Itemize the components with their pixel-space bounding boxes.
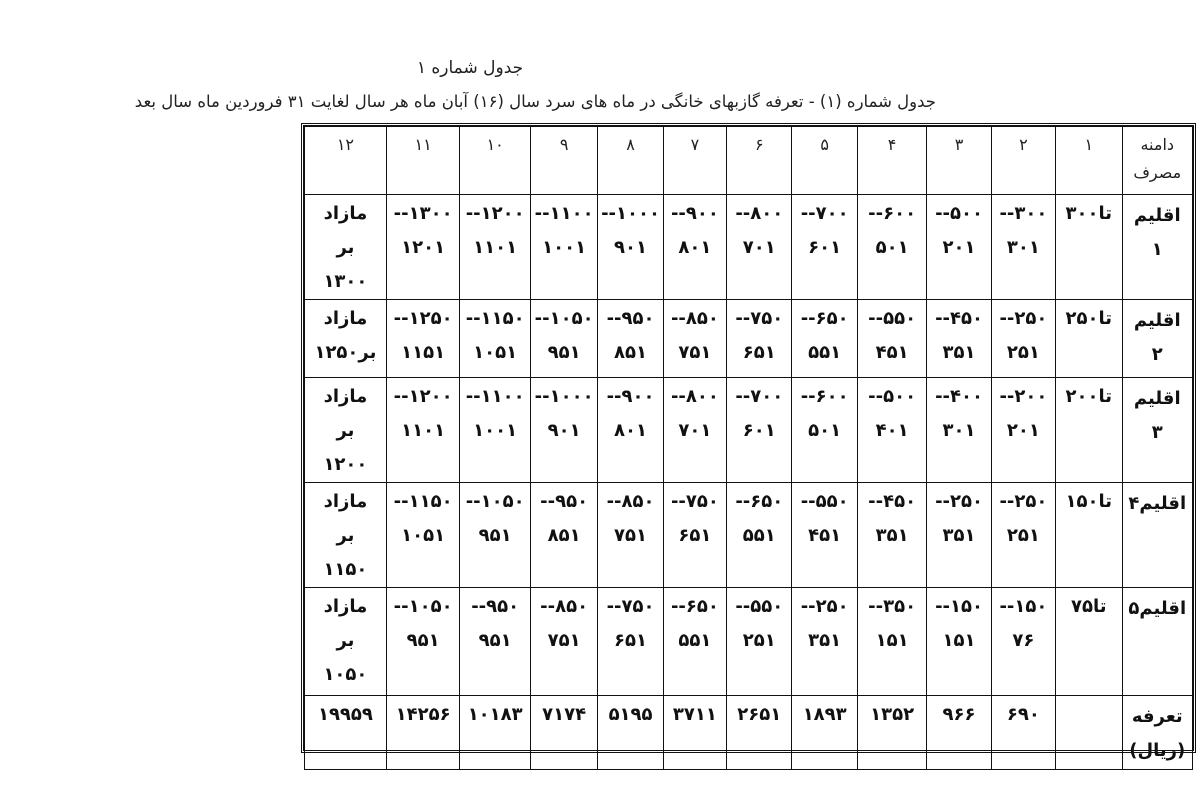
table-row bbox=[305, 195, 1193, 300]
tariff-cell-line: ۶۹۰ bbox=[1006, 704, 1040, 725]
table-cell-line: ۱۰۰۰-- bbox=[601, 203, 660, 224]
table-cell-line: ۱۲۰۱ bbox=[401, 237, 446, 258]
corner-header-line: دامنه bbox=[1140, 135, 1175, 154]
column-header-9: ۹ bbox=[530, 127, 597, 195]
table-cell-line: ۱۱۵۰-- bbox=[465, 308, 525, 329]
table-cell-line: ۱۲۰۰ bbox=[323, 454, 368, 475]
tariff-cell-line: ۱۳۵۲ bbox=[870, 704, 915, 725]
table-cell-line: ۸۵۰-- bbox=[606, 491, 655, 512]
table-cell-line: مازاد bbox=[323, 596, 368, 617]
column-header-1: ۱ bbox=[1056, 127, 1122, 195]
table-cell-line: ۷۵۱ bbox=[678, 342, 712, 363]
table-cell-line: ۲۰۰-- bbox=[999, 386, 1048, 407]
row-label-cell bbox=[1122, 378, 1193, 483]
table-cell bbox=[386, 588, 460, 696]
table-cell-line: ۲۵۰-- bbox=[800, 596, 849, 617]
table-cell bbox=[927, 378, 991, 483]
table-cell bbox=[857, 483, 926, 588]
table-cell-line: ۲۰۱ bbox=[1006, 420, 1040, 441]
tariff-cell bbox=[305, 696, 387, 770]
table-cell-line: ۴۵۰-- bbox=[868, 491, 917, 512]
table-cell bbox=[598, 300, 663, 378]
table-cell-line: تا۲۰۰ bbox=[1065, 386, 1113, 407]
tariff-cell bbox=[598, 696, 663, 770]
table-cell-line: ۷۰۱ bbox=[678, 420, 712, 441]
table-cell-line: ۶۵۰-- bbox=[670, 596, 719, 617]
table-cell-line: ۱۲۰۰-- bbox=[393, 386, 453, 407]
table-cell bbox=[530, 483, 597, 588]
table-cell-line: ۷۵۱ bbox=[614, 525, 648, 546]
table-cell-line: ۳۰۱ bbox=[942, 420, 976, 441]
table-cell bbox=[991, 483, 1055, 588]
table-cell-line: ۵۰۱ bbox=[875, 237, 909, 258]
table-cell-line: ۷۰۱ bbox=[742, 237, 776, 258]
table-cell-line: مازاد bbox=[323, 386, 368, 407]
row-label-line: اقلیم bbox=[1133, 388, 1181, 409]
table-cell-line: ۹۰۰-- bbox=[670, 203, 719, 224]
table-cell-line: ۸۵۱ bbox=[614, 342, 648, 363]
table-cell-line: ۵۵۰-- bbox=[868, 308, 917, 329]
table-cell bbox=[927, 300, 991, 378]
column-header-7: ۷ bbox=[663, 127, 726, 195]
tariff-cell bbox=[460, 696, 531, 770]
tariff-cell bbox=[530, 696, 597, 770]
table-cell bbox=[927, 195, 991, 300]
table-cell bbox=[305, 300, 387, 378]
table-cell-line: ۴۵۱ bbox=[875, 342, 909, 363]
table-cell-line: ۷۵۰-- bbox=[606, 596, 655, 617]
table-cell-line: ۶۵۱ bbox=[742, 342, 776, 363]
tariff-label-line: (ریال) bbox=[1129, 740, 1186, 761]
table-cell-line: تا۳۰۰ bbox=[1065, 203, 1113, 224]
table-cell bbox=[792, 483, 857, 588]
table-cell-line: ۷۶ bbox=[1012, 630, 1035, 651]
table-cell-line: ۳۵۱ bbox=[942, 525, 976, 546]
tariff-cell bbox=[857, 696, 926, 770]
row-label-cell bbox=[1122, 300, 1193, 378]
table-cell bbox=[386, 378, 460, 483]
table-cell-line: ۱۱۰۰-- bbox=[465, 386, 525, 407]
table-cell bbox=[1056, 483, 1122, 588]
table-cell bbox=[792, 588, 857, 696]
column-header-6: ۶ bbox=[727, 127, 792, 195]
table-cell-line: تا۲۵۰ bbox=[1065, 308, 1113, 329]
table-cell-line: ۵۵۰-- bbox=[800, 491, 849, 512]
table-cell-line: ۶۰۰-- bbox=[868, 203, 917, 224]
table-cell bbox=[386, 483, 460, 588]
table-cell-line: ۸۰۱ bbox=[678, 237, 712, 258]
tariff-cell bbox=[927, 696, 991, 770]
table-cell-line: ۶۵۰-- bbox=[800, 308, 849, 329]
tariff-cell-line: ۹۶۶ bbox=[942, 704, 976, 725]
table-cell bbox=[927, 588, 991, 696]
tariff-cell bbox=[792, 696, 857, 770]
column-header-8: ۸ bbox=[598, 127, 663, 195]
table-cell-line: ۶۵۱ bbox=[614, 630, 648, 651]
table-cell-line: ۷۰۰-- bbox=[735, 386, 784, 407]
table-cell-line: ۴۵۰-- bbox=[935, 308, 983, 329]
table-cell bbox=[792, 378, 857, 483]
column-header-12: ۱۲ bbox=[305, 127, 387, 195]
tariff-cell-line: ۵۱۹۵ bbox=[608, 704, 653, 725]
table-cell bbox=[663, 588, 726, 696]
table-cell bbox=[727, 588, 792, 696]
table-cell-line: ۶۰۱ bbox=[808, 237, 842, 258]
table-cell bbox=[991, 300, 1055, 378]
table-cell bbox=[598, 588, 663, 696]
table-cell-line: ۱۰۵۰ bbox=[323, 664, 368, 685]
tariff-cell bbox=[727, 696, 792, 770]
table-cell-line: ۳۵۱ bbox=[808, 630, 842, 651]
table-cell-line: ۹۰۰-- bbox=[606, 386, 655, 407]
table-cell bbox=[1056, 378, 1122, 483]
table-cell bbox=[386, 195, 460, 300]
table-cell bbox=[1056, 195, 1122, 300]
table-cell bbox=[727, 195, 792, 300]
table-cell-line: ۲۵۱ bbox=[1006, 342, 1040, 363]
table-cell-line: ۲۵۱ bbox=[1006, 525, 1040, 546]
table-cell-line: ۲۵۰-- bbox=[999, 308, 1048, 329]
table-cell-line: مازاد bbox=[323, 491, 368, 512]
tariff-cell-line: ۱۴۲۵۶ bbox=[395, 704, 451, 725]
table-cell-line: ۱۱۵۰ bbox=[323, 559, 368, 580]
table-cell-line: ۹۵۱ bbox=[478, 525, 512, 546]
table-cell-line: مازاد bbox=[323, 308, 368, 329]
column-header-3: ۳ bbox=[927, 127, 991, 195]
table-cell-line: ۱۵۱ bbox=[942, 630, 976, 651]
table-cell bbox=[460, 378, 531, 483]
tariff-cell-line: ۷۱۷۴ bbox=[542, 704, 587, 725]
table-cell-line: بر bbox=[336, 420, 355, 441]
table-cell bbox=[598, 483, 663, 588]
table-cell-line: ۹۵۰-- bbox=[606, 308, 655, 329]
table-cell-line: ۵۵۱ bbox=[808, 342, 842, 363]
table-cell-line: ۱۵۰-- bbox=[999, 596, 1048, 617]
table-cell bbox=[530, 300, 597, 378]
row-label-line: ۱ bbox=[1151, 239, 1163, 260]
tariff-cell-line: ۱۸۹۳ bbox=[802, 704, 847, 725]
table-cell-line: ۹۵۱ bbox=[547, 342, 581, 363]
table-cell-line: ۹۵۱ bbox=[478, 630, 512, 651]
table-row bbox=[305, 588, 1193, 696]
table-cell-line: ۱۰۰۱ bbox=[542, 237, 587, 258]
table-cell-line: ۱۱۰۰-- bbox=[534, 203, 594, 224]
corner-header-line: مصرف bbox=[1133, 163, 1182, 182]
header-row bbox=[305, 127, 1193, 195]
table-cell-line: بر bbox=[336, 525, 355, 546]
table-row bbox=[305, 378, 1193, 483]
table-cell-line: ۳۵۱ bbox=[875, 525, 909, 546]
column-header-10: ۱۰ bbox=[460, 127, 531, 195]
table-caption-subtitle: جدول شماره (۱) - تعرفه گازبهای خانگی در ماه های سرد سال (۱۶) آبان ماه هر سال لغایت ۳۱ فروردین ماه سال بعد bbox=[134, 92, 936, 111]
table-cell bbox=[991, 588, 1055, 696]
tariff-cell-line: ۲۶۵۱ bbox=[737, 704, 782, 725]
table-cell-line: ۶۵۰-- bbox=[735, 491, 784, 512]
tariff-cell bbox=[386, 696, 460, 770]
table-cell-line: ۴۰۰-- bbox=[935, 386, 983, 407]
table-cell bbox=[663, 483, 726, 588]
table-cell bbox=[530, 588, 597, 696]
table-cell-line: ۵۵۱ bbox=[678, 630, 712, 651]
tariff-table-container bbox=[301, 123, 1196, 761]
table-cell-line: ۱۰۵۰-- bbox=[393, 596, 453, 617]
table-caption-title: جدول شماره ۱ bbox=[416, 58, 524, 78]
table-cell-line: ۵۰۰-- bbox=[868, 386, 917, 407]
row-label-cell bbox=[1122, 588, 1193, 696]
corner-header-cell bbox=[1122, 127, 1193, 195]
table-cell-line: ۴۰۱ bbox=[875, 420, 909, 441]
table-cell bbox=[727, 300, 792, 378]
table-cell-line: ۵۰۱ bbox=[808, 420, 842, 441]
column-header-2: ۲ bbox=[991, 127, 1055, 195]
table-cell-line: ۳۵۰-- bbox=[868, 596, 917, 617]
table-cell-line: ۱۱۰۱ bbox=[401, 420, 446, 441]
table-cell-line: ۹۰۱ bbox=[547, 420, 581, 441]
table-cell bbox=[460, 483, 531, 588]
table-cell-line: ۹۵۰-- bbox=[540, 491, 589, 512]
tariff-table bbox=[304, 126, 1193, 770]
table-cell-line: ۳۰۱ bbox=[1006, 237, 1040, 258]
table-cell bbox=[857, 378, 926, 483]
table-cell-line: ۱۰۵۱ bbox=[401, 525, 446, 546]
table-cell-line: ۶۵۱ bbox=[678, 525, 712, 546]
table-cell bbox=[927, 483, 991, 588]
table-cell-line: ۱۰۵۰-- bbox=[534, 308, 594, 329]
table-cell-line: ۱۰۵۱ bbox=[473, 342, 518, 363]
table-cell-line: ۲۵۱ bbox=[742, 630, 776, 651]
table-cell-line: ۱۵۱ bbox=[875, 630, 909, 651]
table-cell-line: ۱۱۵۰-- bbox=[393, 491, 453, 512]
table-cell bbox=[727, 378, 792, 483]
table-cell-line: ۶۰۰-- bbox=[800, 386, 849, 407]
table-cell-line: ۱۲۵۰-- bbox=[393, 308, 453, 329]
table-cell bbox=[530, 195, 597, 300]
table-row bbox=[305, 300, 1193, 378]
table-cell bbox=[305, 195, 387, 300]
table-cell-line: ۱۰۵۰-- bbox=[465, 491, 525, 512]
table-cell-line: ۵۵۱ bbox=[742, 525, 776, 546]
tariff-cell bbox=[663, 696, 726, 770]
table-cell bbox=[460, 195, 531, 300]
tariff-cell-line: ۱۹۹۵۹ bbox=[317, 704, 373, 725]
table-cell-line: ۲۰۱ bbox=[942, 237, 976, 258]
table-cell bbox=[857, 300, 926, 378]
table-cell bbox=[792, 195, 857, 300]
table-cell-line: بر۱۲۵۰ bbox=[314, 342, 377, 363]
table-cell-line: ۸۵۰-- bbox=[540, 596, 589, 617]
table-cell bbox=[663, 378, 726, 483]
table-cell-line: ۵۰۰-- bbox=[935, 203, 983, 224]
table-cell bbox=[598, 378, 663, 483]
table-cell-line: ۷۵۰-- bbox=[735, 308, 784, 329]
table-cell-line: ۱۱۵۱ bbox=[401, 342, 446, 363]
row-label-line: اقلیم۵ bbox=[1128, 598, 1187, 619]
table-cell-line: بر bbox=[336, 237, 355, 258]
table-cell bbox=[305, 588, 387, 696]
tariff-row bbox=[305, 696, 1193, 770]
table-cell bbox=[991, 195, 1055, 300]
table-cell-line: ۸۰۱ bbox=[614, 420, 648, 441]
table-cell-line: ۲۵۰-- bbox=[999, 491, 1048, 512]
table-cell-line: ۷۵۰-- bbox=[670, 491, 719, 512]
row-label-line: ۳ bbox=[1151, 422, 1163, 443]
table-cell-line: ۳۰۰-- bbox=[999, 203, 1048, 224]
table-cell-line: ۲۵۰-- bbox=[935, 491, 983, 512]
row-label-line: اقلیم bbox=[1133, 310, 1181, 331]
table-cell-line: ۱۳۰۰-- bbox=[393, 203, 453, 224]
row-label-cell bbox=[1122, 483, 1193, 588]
table-cell bbox=[663, 300, 726, 378]
table-cell-line: ۱۲۰۰-- bbox=[465, 203, 525, 224]
column-header-11: ۱۱ bbox=[386, 127, 460, 195]
table-cell-line: ۸۵۰-- bbox=[670, 308, 719, 329]
table-cell-line: ۵۵۰-- bbox=[735, 596, 784, 617]
table-cell-line: ۱۳۰۰ bbox=[323, 271, 368, 292]
table-cell-line: ۱۵۰-- bbox=[935, 596, 983, 617]
table-cell-line: ۷۵۱ bbox=[547, 630, 581, 651]
table-cell-line: تا۷۵ bbox=[1071, 596, 1107, 617]
table-cell bbox=[305, 378, 387, 483]
table-cell-line: ۸۰۰-- bbox=[670, 386, 719, 407]
table-cell bbox=[460, 588, 531, 696]
row-label-line: اقلیم bbox=[1133, 205, 1181, 226]
table-cell bbox=[727, 483, 792, 588]
tariff-cell-line: ۱۰۱۸۳ bbox=[467, 704, 523, 725]
table-cell-line: مازاد bbox=[323, 203, 368, 224]
tariff-label-cell bbox=[1122, 696, 1193, 770]
table-cell-line: ۶۰۱ bbox=[742, 420, 776, 441]
table-cell bbox=[792, 300, 857, 378]
table-cell bbox=[857, 195, 926, 300]
table-cell bbox=[991, 378, 1055, 483]
table-cell bbox=[460, 300, 531, 378]
row-label-cell bbox=[1122, 195, 1193, 300]
table-cell-line: ۹۰۱ bbox=[614, 237, 648, 258]
tariff-cell bbox=[991, 696, 1055, 770]
column-header-4: ۴ bbox=[857, 127, 926, 195]
table-cell bbox=[1056, 300, 1122, 378]
table-cell-line: ۹۵۱ bbox=[406, 630, 440, 651]
column-header-5: ۵ bbox=[792, 127, 857, 195]
table-cell-line: ۸۰۰-- bbox=[735, 203, 784, 224]
table-cell bbox=[386, 300, 460, 378]
table-cell-line: ۸۵۱ bbox=[547, 525, 581, 546]
table-cell-line: ۱۰۰۱ bbox=[473, 420, 518, 441]
table-cell bbox=[598, 195, 663, 300]
tariff-label-line: تعرفه bbox=[1131, 706, 1183, 727]
table-cell-line: ۱۱۰۱ bbox=[473, 237, 518, 258]
table-cell bbox=[1056, 588, 1122, 696]
table-cell-line: ۳۵۱ bbox=[942, 342, 976, 363]
table-cell bbox=[305, 483, 387, 588]
table-row bbox=[305, 483, 1193, 588]
table-cell-line: ۴۵۱ bbox=[808, 525, 842, 546]
table-cell-line: ۷۰۰-- bbox=[800, 203, 849, 224]
table-cell-line: ۹۵۰-- bbox=[471, 596, 520, 617]
table-cell bbox=[663, 195, 726, 300]
row-label-line: اقلیم۴ bbox=[1128, 493, 1187, 514]
table-cell bbox=[530, 378, 597, 483]
table-cell bbox=[857, 588, 926, 696]
table-cell-line: ۱۰۰۰-- bbox=[534, 386, 594, 407]
tariff-cell bbox=[1056, 696, 1122, 770]
table-cell-line: بر bbox=[336, 630, 355, 651]
row-label-line: ۲ bbox=[1151, 344, 1163, 365]
table-cell-line: تا۱۵۰ bbox=[1065, 491, 1113, 512]
tariff-cell-line: ۳۷۱۱ bbox=[672, 704, 717, 725]
